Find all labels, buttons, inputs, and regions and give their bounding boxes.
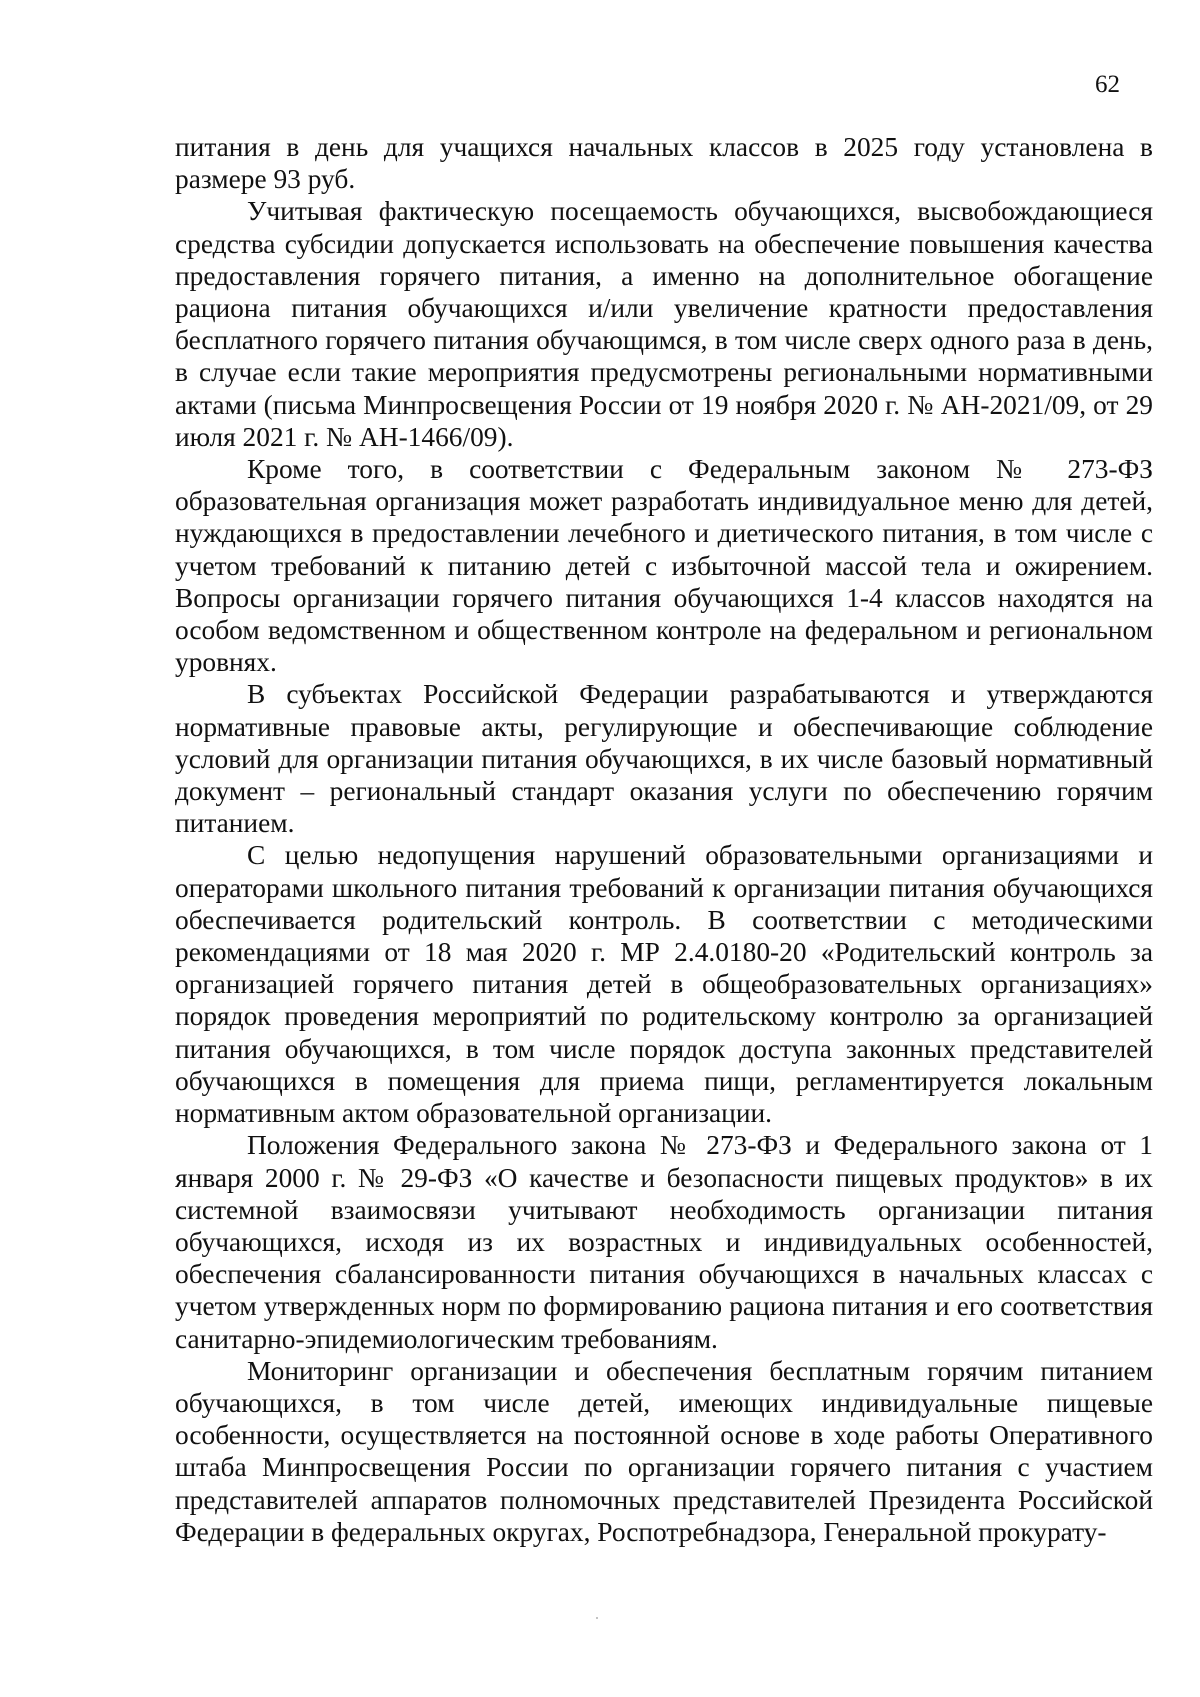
paragraph-monitoring: Мониторинг организации и обеспечения бесплатным горячим питанием обучающихся, в том числе детей, имеющих индивидуальные пищевые особенности, осуществляется на постоянной основе в ходе работы Оперативного штаба Минпросвещения России по организации горячего питания с участием представителей аппаратов полномочных представителей Президента Российской Федерации в федеральных округах, Роспотребнадзора, Генеральной прокурату- [175,1355,1153,1547]
paragraph-regional-acts: В субъектах Российской Федерации разрабатываются и утверждаются нормативные правовые акты, регулирующие и обеспечивающие соблюдение условий для организации питания обучающихся, в их числе базовый нормативный документ – региональный стандарт оказания услуги по обеспечению горячим питанием. [175,679,1153,839]
paragraph-federal-laws: Положения Федерального закона № 273-ФЗ и Федерального закона от 1 января 2000 г. № 29-ФЗ «О качестве и безопасности пищевых продуктов» в их системной взаимосвязи учитывают необходимость организации питания обучающихся, исходя из их возрастных и индивидуальных особенностей, обеспечения сбалансированности питания обучающихся в начальных классах с учетом утвержденных норм по формированию рациона питания и его соответствия санитарно-эпидемиологическим требованиям. [175,1130,1153,1354]
document-body [175,131,1153,1548]
page-number: 62 [1095,71,1120,98]
paragraph-parental-control: С целью недопущения нарушений образовательными организациями и операторами школьного питания требований к организации питания обучающихся обеспечивается родительский контроль. В соответствии с методическими рекомендациями от 18 мая 2020 г. МР 2.4.0180-20 «Родительский контроль за организацией горячего питания детей в общеобразовательных организациях» порядок проведения мероприятий по родительскому контролю за организацией питания обучающихся, в том числе порядок доступа законных представителей обучающихся в помещения для приема пищи, регламентируется локальным нормативным актом образовательной организации. [175,840,1153,1129]
paragraph-continuation: питания в день для учащихся начальных классов в 2025 году установлена в размере 93 руб. [175,132,1153,195]
scan-artifact [596,1617,598,1619]
paragraph-subsidy-usage: Учитывая фактическую посещаемость обучающихся, высвобождающиеся средства субсидии допускается использовать на обеспечение повышения качества предоставления горячего питания, а именно на дополнительное обогащение рациона питания обучающихся и/или увеличение кратности предоставления бесплатного горячего питания обучающимся, в том числе сверх одного раза в день, в случае если такие мероприятия предусмотрены региональными нормативными актами (письма Минпросвещения России от 19 ноября 2020 г. № АН-2021/09, от 29 июля 2021 г. № АН-1466/09). [175,196,1153,452]
paragraph-individual-menu: Кроме того, в соответствии с Федеральным законом № 273-ФЗ образовательная организация может разработать индивидуальное меню для детей, нуждающихся в предоставлении лечебного и диетического питания, в том числе с учетом требований к питанию детей с избыточной массой тела и ожирением. Вопросы организации горячего питания обучающихся 1-4 классов находятся на особом ведомственном и общественном контроле на федеральном и региональном уровнях. [175,454,1153,678]
